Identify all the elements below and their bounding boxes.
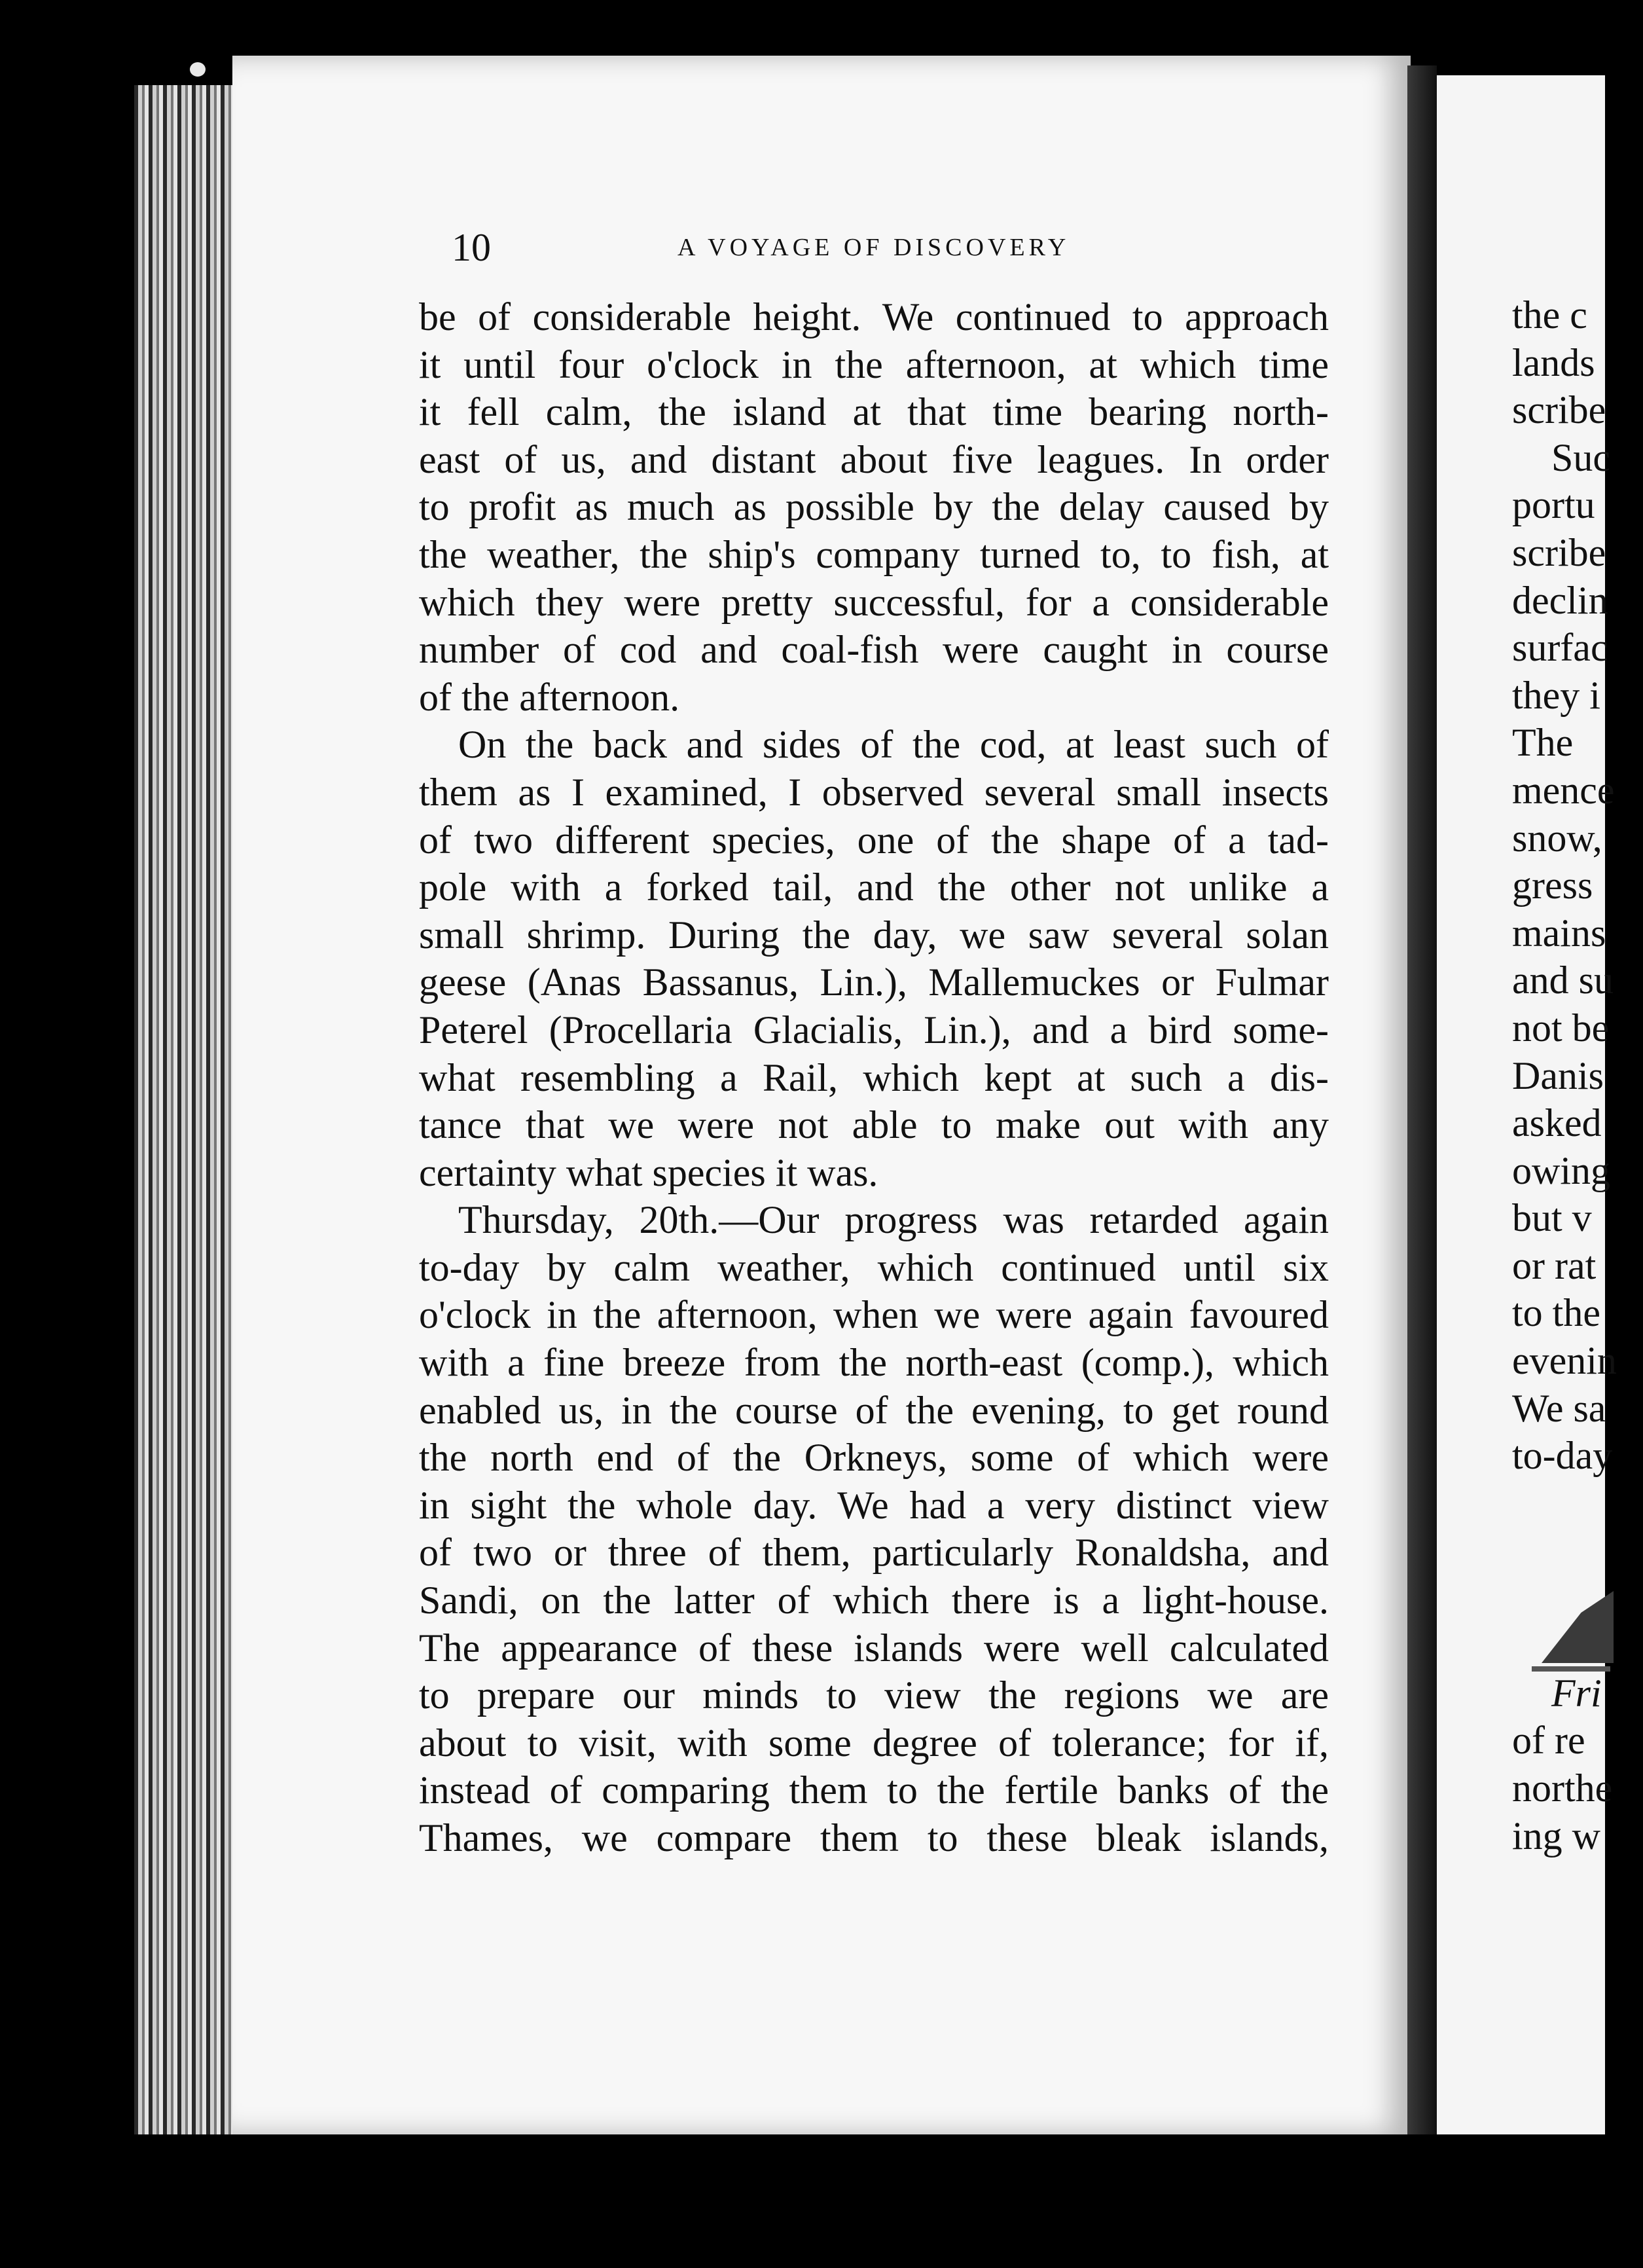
facing-line: owing (1512, 1148, 1610, 1192)
facing-line: ing w (1512, 1814, 1600, 1857)
facing-line: and su (1512, 959, 1614, 1002)
text-line: with a fine breeze from the north-east (comp.), which (419, 1341, 1329, 1385)
text-line: be of considerable height. We continued to approach (419, 295, 1329, 338)
facing-line: surfac (1512, 626, 1608, 670)
facing-line: northe (1512, 1766, 1613, 1810)
facing-line: but v (1512, 1196, 1592, 1240)
text-line: it until four o'clock in the afternoon, at which time (419, 342, 1329, 386)
text-line: of two or three of them, particularly Ronaldsha, and (419, 1531, 1329, 1575)
text-line: The appearance of these islands were well calculated (419, 1626, 1329, 1670)
text-line: which they were pretty successful, for a considerable (419, 580, 1329, 624)
text-line: tance that we were not able to make out with any (419, 1103, 1329, 1147)
text-line: the weather, the ship's company turned to, to fish, at (419, 532, 1329, 576)
facing-line: We sa (1512, 1386, 1606, 1430)
text-line: to-day by calm weather, which continued until six (419, 1245, 1329, 1289)
text-line: pole with a forked tail, and the other not unlike a (419, 866, 1329, 909)
facing-line: they i (1512, 673, 1600, 717)
facing-line: scribe (1512, 530, 1606, 574)
text-line: Thursday, 20th.—Our progress was retarded again (458, 1198, 1329, 1242)
facing-line: snow, (1512, 816, 1602, 860)
text-line: On the back and sides of the cod, at least such of (458, 723, 1329, 767)
text-line: in sight the whole day. We had a very distinct view (419, 1483, 1329, 1527)
text-line: instead of comparing them to the fertile banks of the (419, 1768, 1329, 1812)
running-title: A VOYAGE OF DISCOVERY (677, 234, 1070, 261)
text-line: Peterel (Procellaria Glacialis, Lin.), and a bird some- (419, 1008, 1329, 1052)
text-line: o'clock in the afternoon, when we were again favoured (419, 1293, 1329, 1337)
text-line: enabled us, in the course of the evening, to get round (419, 1388, 1329, 1432)
text-line: them as I examined, I observed several small insects (419, 770, 1329, 814)
facing-line: to-day (1512, 1434, 1613, 1478)
text-line: east of us, and distant about five leagues. In order (419, 437, 1329, 481)
page-edges (134, 85, 239, 2134)
facing-line: Fri (1551, 1671, 1602, 1715)
text-line: what resembling a Rail, which kept at such a dis- (419, 1055, 1329, 1099)
text-line: number of cod and coal-fish were caught in course (419, 628, 1329, 672)
page-speck (190, 62, 206, 77)
text-line: about to visit, with some degree of tolerance; for if, (419, 1721, 1329, 1765)
facing-line: not be (1512, 1006, 1610, 1050)
text-line: Sandi, on the latter of which there is a light-house. (419, 1579, 1329, 1622)
facing-line: of re (1512, 1719, 1585, 1763)
text-line: small shrimp. During the day, we saw several solan (419, 913, 1329, 957)
facing-line: to the (1512, 1291, 1600, 1335)
text-line: to prepare our minds to view the regions we are (419, 1674, 1329, 1717)
text-line: to profit as much as possible by the delay caused by (419, 485, 1329, 529)
facing-line: portu (1512, 483, 1595, 527)
facing-line: scribe (1512, 388, 1606, 432)
body-text (419, 293, 1329, 1862)
facing-line: the c (1512, 293, 1587, 337)
text-line: geese (Anas Bassanus, Lin.), Mallemuckes or Fulmar (419, 960, 1329, 1004)
facing-line: The (1512, 721, 1574, 765)
page-header (452, 221, 1355, 274)
facing-line: evenin (1512, 1339, 1617, 1383)
text-line: the north end of the Orkneys, some of which were (419, 1436, 1329, 1480)
facing-line: asked (1512, 1101, 1602, 1145)
facing-line: gress (1512, 864, 1593, 907)
facing-line: declin (1512, 578, 1608, 622)
facing-line: mains (1512, 911, 1606, 955)
facing-line: or rat (1512, 1243, 1597, 1287)
text-line: certainty what species it was. (419, 1150, 878, 1194)
text-line: of two different species, one of the shape of a tad- (419, 818, 1329, 862)
page-number: 10 (452, 226, 491, 269)
facing-line: lands (1512, 340, 1595, 384)
text-line: it fell calm, the island at that time bearing north- (419, 390, 1329, 434)
text-line: of the afternoon. (419, 675, 680, 719)
facing-line: Danis (1512, 1053, 1604, 1097)
book-gutter (1407, 65, 1437, 2134)
woodcut-base (1532, 1666, 1610, 1672)
text-line: Thames, we compare them to these bleak islands, (419, 1816, 1329, 1859)
facing-line: Suc (1551, 435, 1610, 479)
facing-line: mence (1512, 768, 1615, 812)
